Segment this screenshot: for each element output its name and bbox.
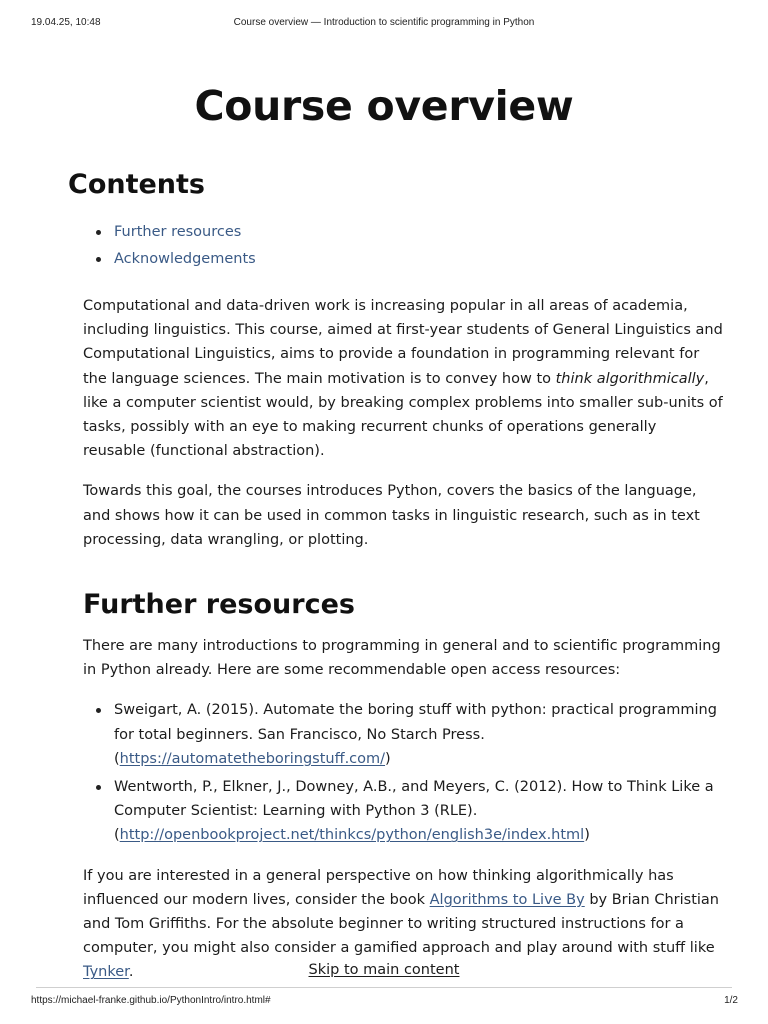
main-content [83,294,723,1001]
resource-link-automate-boring-stuff[interactable]: https://automatetheboringstuff.com/ [119,750,386,767]
link-algorithms-to-live-by[interactable]: Algorithms to Live By [429,891,585,908]
footer-divider [36,987,732,988]
table-of-contents [96,219,256,273]
resource-list [83,698,723,847]
further-resources-heading: Further resources [83,589,355,621]
toc-link-further-resources[interactable]: Further resources [114,224,242,240]
link-tynker[interactable]: Tynker [83,964,129,981]
skip-to-main-content-link[interactable]: Skip to main content [308,962,460,978]
toc-link-acknowledgements[interactable]: Acknowledgements [114,251,256,267]
resource-link-think-like-computer-scientist[interactable]: http://openbookproject.net/thinkcs/python/english3e/index.html [119,827,585,844]
skip-link-container [0,959,768,981]
resource-item: Wentworth, P., Elkner, J., Downey, A.B., and Meyers, C. (2012). How to Think Like a Computer Scientist: Learning with Python 3 (RLE). (http://openbookproject.net/thinkcs/python/english3e/index.html) [114,775,723,848]
resource-item: Sweigart, A. (2015). Automate the boring stuff with python: practical programming for total beginners. San Francisco, No Starch Press. (https://automatetheboringstuff.com/) [114,698,723,771]
print-document-title: Course overview — Introduction to scientific programming in Python [233,17,535,28]
print-url: https://michael-franke.github.io/PythonIntro/intro.html# [31,995,271,1006]
contents-heading: Contents [68,169,206,200]
print-footer [0,995,768,1009]
page-title: Course overview [194,82,574,130]
toc-item-acknowledgements [96,246,256,273]
print-datetime: 19.04.25, 10:48 [31,17,101,28]
intro-paragraph-2: Towards this goal, the courses introduces Python, covers the basics of the language, and shows how it can be used in common tasks in linguistic research, such as in text processing, data wrangling, or plotting. [83,483,700,548]
closing-paragraph: If you are interested in a general perspective on how thinking algorithmically has influenced our modern lives, consider the book Algorithms to Live By by Brian Christian and Tom Griffiths. For the absolute beginner to writing structured instructions for a computer, you might also consider a gamified approach and play around with stuff like Tynker. [83,867,719,981]
toc-item-further-resources [96,219,256,246]
print-page-number: 1/2 [724,995,738,1006]
further-resources-intro: There are many introductions to programming in general and to scientific programming in Python already. Here are some recommendable open access resources: [83,638,721,679]
emphasis-think-algorithmically: think algorithmically [555,370,705,387]
intro-paragraph-1: Computational and data-driven work is increasing popular in all areas of academia, including linguistics. This course, aimed at first-year students of General Linguistics and Computational Linguistics, aims to provide a foundation in programming relevant for the language sciences. The main motivation is to convey how to think algorithmically, like a computer scientist would, by breaking complex problems into smaller sub-units of tasks, possibly with an eye to making recurrent chunks of operations generally reusable (functional abstraction). [83,298,723,460]
print-header [0,17,768,31]
